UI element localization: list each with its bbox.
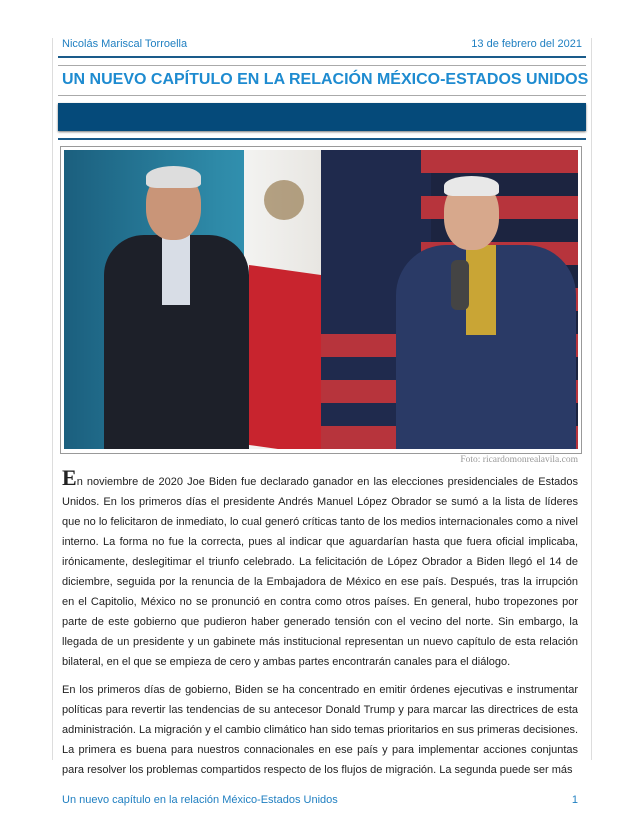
date: 13 de febrero del 2021 — [471, 38, 582, 50]
banner-band — [58, 103, 586, 131]
drop-cap: E — [62, 465, 77, 490]
photo-right-biden — [321, 150, 578, 449]
page-number: 1 — [571, 794, 578, 806]
running-title: Un nuevo capítulo en la relación México-Estados Unidos — [62, 794, 338, 806]
divider — [58, 65, 586, 66]
article-photo — [60, 146, 582, 454]
header-rule — [58, 56, 586, 58]
page-title: UN NUEVO CAPÍTULO EN LA RELACIÓN MÉXICO-ESTADOS UNIDOS — [62, 71, 589, 88]
paragraph: En los primeros días de gobierno, Biden se ha concentrado en emitir órdenes ejecutivas e instrumentar políticas para revertir las tendencias de su antecesor Donald Trump y para marcar las directrices de esta administración. La migración y el cambio climático han sido temas prioritarios en sus primeras decisiones. La primera es buena para nuestros connacionales en ese país y para implementar acciones conjuntas para resolver los problemas compartidos respecto de los flujos de migración. La segunda puede ser más — [62, 684, 578, 776]
page-header — [62, 38, 582, 50]
photo-credit: Foto: ricardomonrealavila.com — [460, 455, 578, 465]
page-footer — [62, 794, 578, 818]
paragraph-text: n noviembre de 2020 Joe Biden fue declarado ganador en las elecciones presidenciales de Estados Unidos. En los primeros días el presidente Andrés Manuel López Obrador se sumó a la lista de líderes que no lo felicitaron de inmediato, lo cual generó críticas tanto de los medios internacionales como a nivel interno. La forma no fue la correcta, pues al indicar que aguardarían hasta que fuera oficial implicaba, irónicamente, deslegitimar el triunfo celebrado. La felicitación de López Obrador a Biden llegó el 14 de diciembre, seguida por la renuncia de la Embajadora de México en ese país. Después, tras la irrupción en el Capitolio, México no se pronunció en contra como otros países. En general, hubo tropezones por parte de este gobierno que pudieron haber generado tensión con el vecino del norte. Sin embargo, la llegada de un presidente y un gabinete más institucional representan un nuevo capítulo de esta relación bilateral, en el que se empieza de cero y ambas partes encontrarán canales para el diálogo. — [62, 476, 578, 668]
divider — [58, 138, 586, 140]
article-flow — [62, 454, 578, 818]
paragraph — [62, 465, 578, 672]
photo-left-amlo — [64, 150, 321, 449]
divider — [58, 95, 586, 96]
author: Nicolás Mariscal Torroella — [62, 38, 188, 50]
